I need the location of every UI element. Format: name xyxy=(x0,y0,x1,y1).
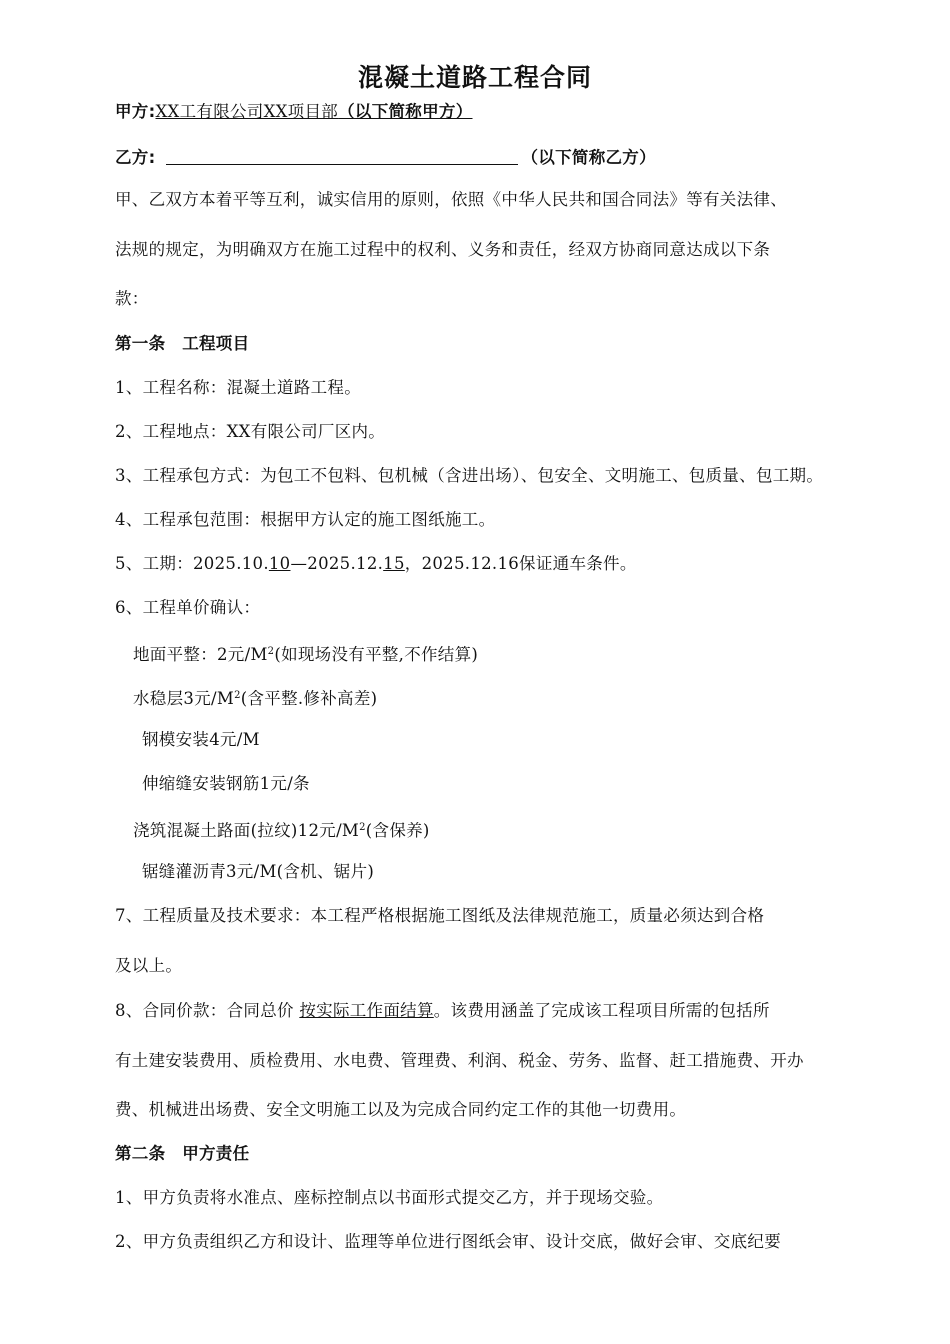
price-stabilized-layer-b: (含平整.修补高差) xyxy=(240,689,378,708)
contract-price-prefix: 8、合同价款：合同总价 xyxy=(115,1001,300,1020)
price-expansion-joint: 伸缩缝安装钢筋1元/条 xyxy=(142,774,310,793)
article-1-item-7-line-1: 7、工程质量及技术要求：本工程严格根据施工图纸及法律规范施工，质量必须达到合格 xyxy=(115,906,765,925)
duration-rest: ，2025.12.16保证通车条件。 xyxy=(404,554,637,573)
article-1-heading: 第一条 工程项目 xyxy=(115,334,250,353)
party-b-label: 乙方: xyxy=(115,148,156,167)
party-a-value: XX工有限公司XX项目部 xyxy=(155,102,339,121)
article-2-item-1: 1、甲方负责将水准点、座标控制点以书面形式提交乙方，并于现场交验。 xyxy=(115,1188,664,1207)
article-1-item-4: 4、工程承包范围：根据甲方认定的施工图纸施工。 xyxy=(115,510,496,529)
price-stabilized-layer xyxy=(133,685,377,710)
intro-line-1: 甲、乙双方本着平等互利，诚实信用的原则，依照《中华人民共和国合同法》等有关法律、 xyxy=(115,190,787,209)
party-a-line xyxy=(115,101,473,123)
article-1-item-7-line-2: 及以上。 xyxy=(115,956,183,975)
duration-mid: —2025.12. xyxy=(290,554,384,573)
article-1-item-3: 3、工程承包方式：为包工不包料、包机械（含进出场）、包安全、文明施工、包质量、包工期。 xyxy=(115,466,824,485)
duration-start-day: 10 xyxy=(268,554,291,573)
intro-line-2: 法规的规定，为明确双方在施工过程中的权利、义务和责任，经双方协商同意达成以下条 xyxy=(115,240,771,259)
article-1-item-2: 2、工程地点：XX有限公司厂区内。 xyxy=(115,422,386,441)
party-b-blank-line xyxy=(166,146,518,165)
party-b-suffix: （以下简称乙方） xyxy=(521,148,656,167)
article-1-item-1: 1、工程名称：混凝土道路工程。 xyxy=(115,378,361,397)
square-superscript: 2 xyxy=(359,822,366,833)
article-1-item-8-line-1 xyxy=(115,1000,770,1022)
price-steel-formwork: 钢模安装4元/M xyxy=(142,730,260,749)
price-concrete-pavement-b: (含保养) xyxy=(365,821,430,840)
intro-line-3: 款： xyxy=(115,289,149,308)
duration-end-day: 15 xyxy=(383,554,405,573)
article-2-item-2: 2、甲方负责组织乙方和设计、监理等单位进行图纸会审、设计交底，做好会审、交底纪要 xyxy=(115,1232,781,1251)
contract-price-underlined: 按实际工作面结算 xyxy=(299,1001,434,1020)
duration-prefix: 5、工期：2025.10. xyxy=(115,554,269,573)
price-saw-joint-asphalt: 锯缝灌沥青3元/M(含机、锯片) xyxy=(142,862,375,881)
party-b-line xyxy=(115,146,656,169)
article-1-item-8-line-2: 有土建安装费用、质检费用、水电费、管理费、利润、税金、劳务、监督、赶工措施费、开办 xyxy=(115,1051,804,1070)
price-concrete-pavement-a: 浇筑混凝土路面(拉纹)12元/M xyxy=(133,821,360,840)
party-a-suffix: （以下简称甲方） xyxy=(338,102,473,121)
square-superscript: 2 xyxy=(234,690,241,701)
article-1-item-8-line-3: 费、机械进出场费、安全文明施工以及为完成合同约定工作的其他一切费用。 xyxy=(115,1100,687,1119)
price-ground-leveling-b: (如现场没有平整,不作结算) xyxy=(274,645,479,664)
price-ground-leveling xyxy=(133,641,478,666)
price-stabilized-layer-a: 水稳层3元/M xyxy=(133,689,235,708)
article-2-heading: 第二条 甲方责任 xyxy=(115,1144,250,1163)
square-superscript: 2 xyxy=(267,646,275,657)
price-concrete-pavement xyxy=(133,817,430,842)
price-ground-leveling-a: 地面平整：2元/M xyxy=(133,645,268,664)
article-1-item-6: 6、工程单价确认： xyxy=(115,598,261,617)
article-1-item-5 xyxy=(115,553,637,575)
party-a-label: 甲方: xyxy=(115,102,156,121)
contract-price-rest: 。该费用涵盖了完成该工程项目所需的包括所 xyxy=(433,1001,770,1020)
document-title: 混凝土道路工程合同 xyxy=(357,63,592,92)
